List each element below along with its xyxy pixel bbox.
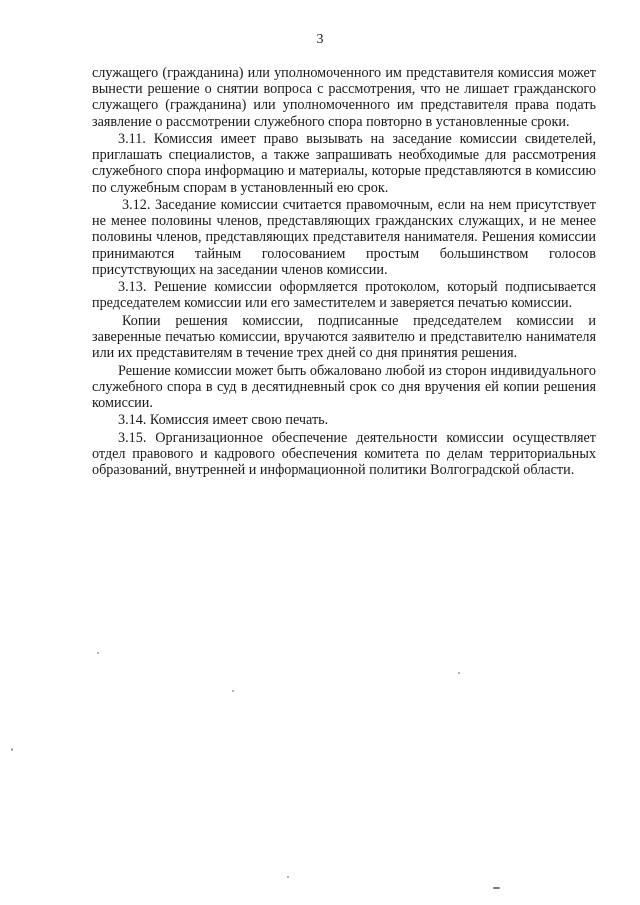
paragraph-copies: Копии решения комиссии, подписанные председателем комиссии и заверенные печатью комиссии, вручаются заявителю и представителю нанимателя или их представителям в течение трех дней со дня принятия решения.	[92, 312, 596, 362]
paragraph-continuation: служащего (гражданина) или уполномоченного им представителя комиссия может вынести решение о снятии вопроса с рассмотрения, что не лишает гражданского служащего (гражданина) или уполномоченного им представителя права подать заявление о рассмотрении служебного спора повторно в установленные сроки.	[92, 65, 596, 130]
scan-speck	[97, 652, 99, 654]
scan-speck	[232, 690, 234, 692]
scan-speck	[458, 672, 460, 674]
paragraph-3-11: 3.11. Комиссия имеет право вызывать на заседание комиссии свидетелей, приглашать специалистов, а также запрашивать необходимые для рассмотрения служебного спора информацию и материалы, которые представляются в комиссию по служебным спорам в установленный ею срок.	[92, 131, 596, 196]
paragraph-appeal: Решение комиссии может быть обжаловано любой из сторон индивидуального служебного спора в суд в десятидневный срок со дня вручения ей копии решения комиссии.	[92, 362, 596, 411]
paragraph-3-15: 3.15. Организационное обеспечение деятельности комиссии осуществляет отдел правового и кадрового обеспечения комитета по делам территориальных образований, внутренней и информационной политики Волгоградской области.	[92, 429, 596, 479]
paragraph-3-12: 3.12. Заседание комиссии считается правомочным, если на нем присутствует не менее половины членов, представляющих гражданских служащих, и не менее половины членов, представляющих представителя нанимателя. Решения комиссии принимаются тайным голосованием простым большинством голосов присутствующих на заседании членов комиссии.	[92, 197, 596, 278]
scan-speck	[493, 887, 500, 889]
paragraph-3-13: 3.13. Решение комиссии оформляется протоколом, который подписывается председателем комиссии или его заместителем и заверяется печатью комиссии.	[92, 279, 596, 312]
paragraph-3-14: 3.14. Комиссия имеет свою печать.	[118, 412, 329, 429]
scan-speck	[287, 876, 289, 878]
document-body	[92, 65, 596, 480]
scan-speck	[11, 748, 13, 751]
page-number: 3	[316, 32, 324, 47]
